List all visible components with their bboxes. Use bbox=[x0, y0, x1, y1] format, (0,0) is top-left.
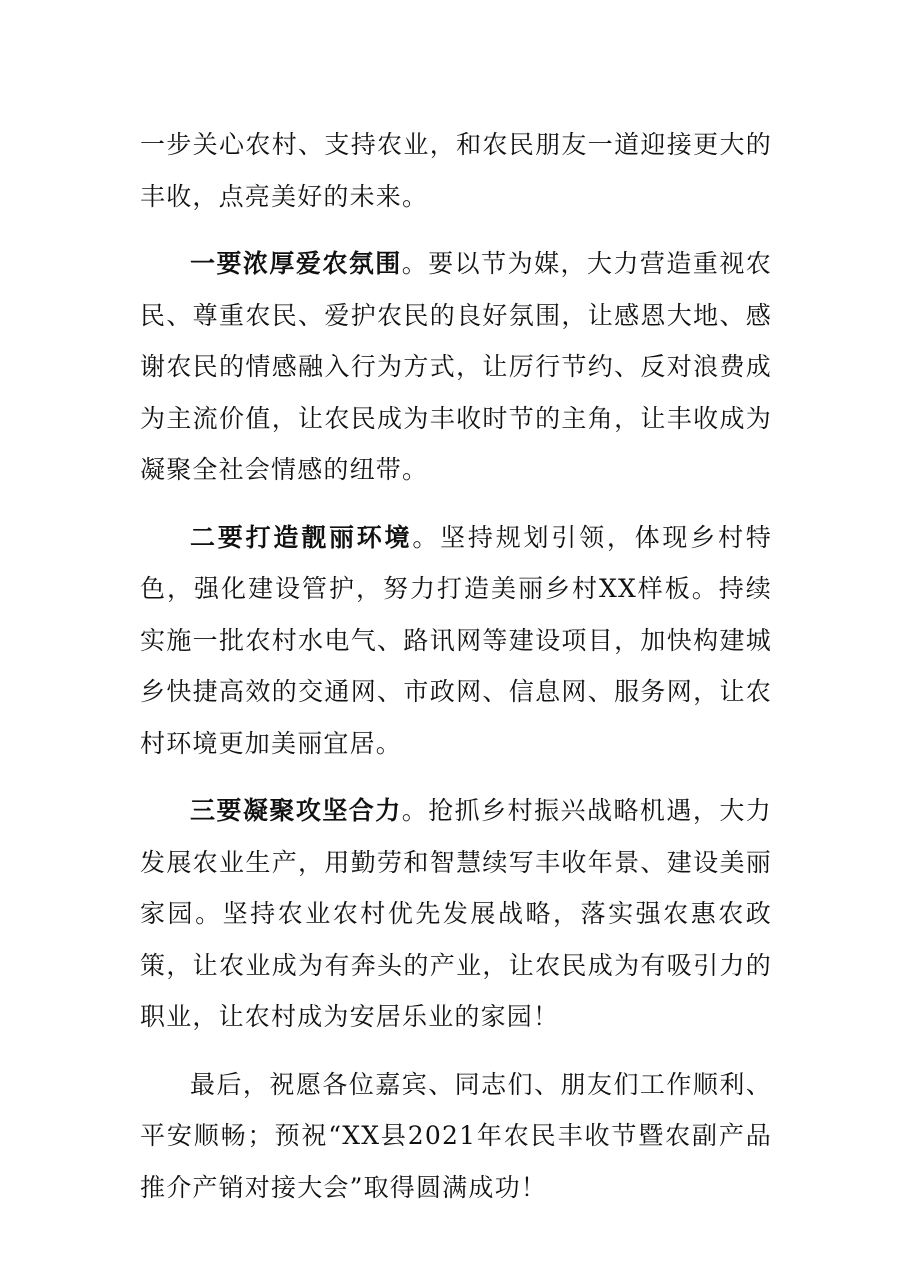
paragraph-text: 。要以节为媒，大力营造重视农民、尊重农民、爱护农民的良好氛围，让感恩大地、感谢农民的情感融入行为方式，让厉行节约、反对浪费成为主流价值，让农民成为丰收时节的主角，让丰收成为凝聚全社会情感的纽带。 bbox=[140, 249, 772, 484]
paragraph-point-two bbox=[140, 512, 772, 770]
point-three-heading: 三要凝聚攻坚合力 bbox=[190, 796, 402, 825]
paragraph-text: 一步关心农村、支持农业，和农民朋友一道迎接更大的丰收，点亮美好的未来。 bbox=[140, 130, 772, 211]
paragraph-point-one bbox=[140, 238, 772, 496]
point-one-heading: 一要浓厚爱农氛围 bbox=[190, 249, 402, 278]
paragraph-point-three bbox=[140, 785, 772, 1043]
paragraph-text: 最后，祝愿各位嘉宾、同志们、朋友们工作顺利、平安顺畅；预祝“XX县2021年农民丰收节暨农副产品推介产销对接大会”取得圆满成功！ bbox=[140, 1069, 772, 1202]
document-body bbox=[140, 119, 772, 1229]
paragraph-text: 。抢抓乡村振兴战略机遇，大力发展农业生产，用勤劳和智慧续写丰收年景、建设美丽家园。坚持农业农村优先发展战略，落实强农惠农政策，让农业成为有奔头的产业，让农民成为有吸引力的职业，让农村成为安居乐业的家园！ bbox=[140, 796, 772, 1031]
point-two-heading: 二要打造靓丽环境 bbox=[190, 522, 413, 552]
paragraph-continuation bbox=[140, 119, 772, 222]
paragraph-text: 。坚持规划引领，体现乡村特色，强化建设管护，努力打造美丽乡村XX样板。持续实施一批农村水电气、路讯网等建设项目，加快构建城乡快捷高效的交通网、市政网、信息网、服务网，让农村环境更加美丽宜居。 bbox=[140, 522, 772, 758]
paragraph-closing bbox=[140, 1059, 772, 1214]
